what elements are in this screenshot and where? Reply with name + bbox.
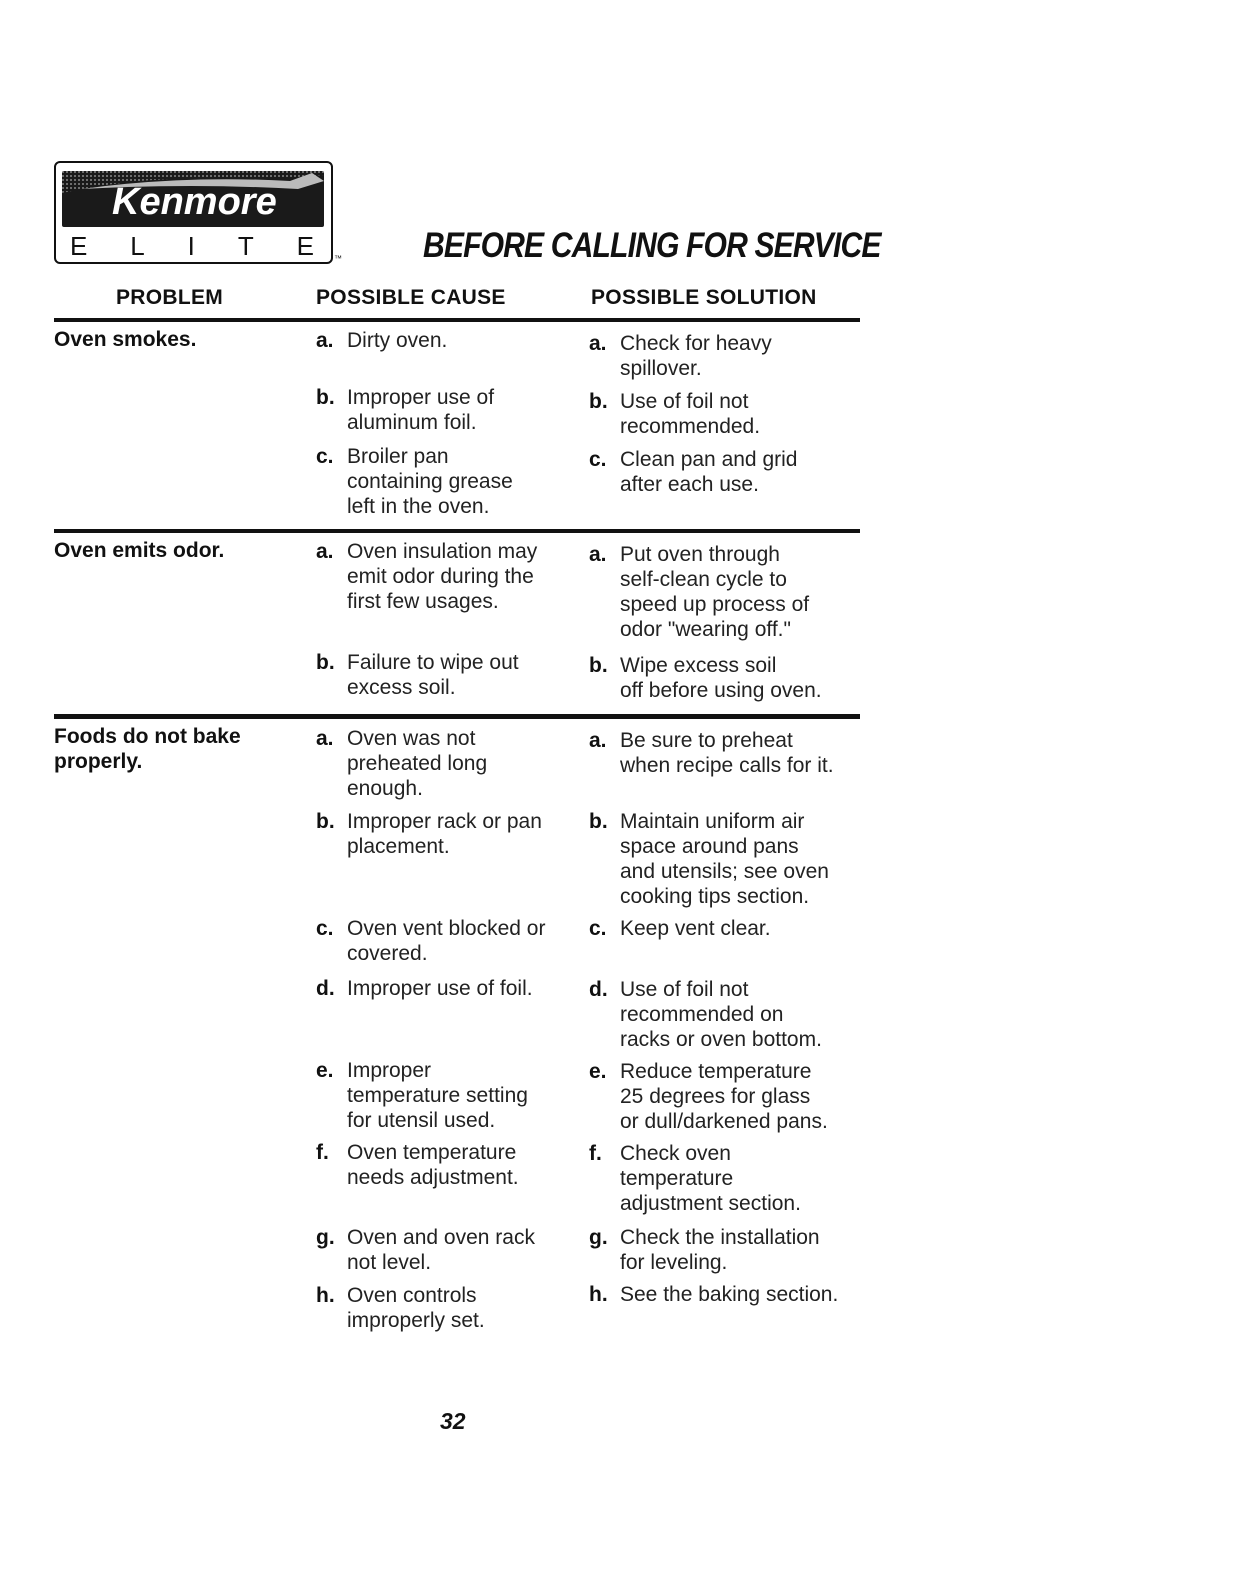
page-number: 32 [440,1408,466,1434]
item-letter: a. [316,727,334,750]
cause-item [316,1140,581,1190]
item-letter: a. [589,332,607,355]
item-letter: b. [316,386,335,409]
cause-item [316,328,581,353]
item-text: Dirty oven. [347,329,448,352]
cause-item [316,1225,581,1275]
item-text: Use of foil not recommended on racks or oven bottom. [620,978,822,1051]
item-letter: a. [589,729,607,752]
solution-item [589,1282,869,1307]
problem-label: Oven smokes. [54,328,197,351]
cause-item [316,539,581,614]
item-text: Improper use of foil. [347,977,533,1000]
cause-item [316,1058,581,1133]
item-letter: g. [316,1226,335,1249]
item-text: Maintain uniform air space around pans and utensils; see oven cooking tips section. [620,810,829,908]
divider [54,714,860,719]
item-text: Use of foil not recommended. [620,390,761,438]
item-letter: b. [589,390,608,413]
item-text: Improper rack or pan placement. [347,810,542,858]
item-text: Oven insulation may emit odor during the first few usages. [347,540,538,613]
item-letter: c. [316,445,334,468]
logo-letter: L [130,231,145,261]
logo-letter: E [296,231,314,261]
header-cause: POSSIBLE CAUSE [316,286,506,309]
item-text: Oven vent blocked or covered. [347,917,546,965]
item-letter: b. [316,651,335,674]
item-letter: e. [589,1060,607,1083]
logo-wordmark: Kenmore [112,181,277,223]
solution-item [589,809,869,909]
item-letter: a. [589,543,607,566]
solution-item [589,389,869,439]
item-text: Reduce temperature 25 degrees for glass or dull/darkened pans. [620,1060,828,1133]
item-letter: d. [589,978,608,1001]
item-text: Improper use of aluminum foil. [347,386,495,434]
item-letter: b. [589,654,608,677]
cause-item [316,809,581,859]
solution-item [589,728,869,778]
item-text: Wipe excess soil off before using oven. [620,654,822,702]
item-text: Broiler pan containing grease left in the oven. [347,445,513,518]
item-text: Oven controls improperly set. [347,1284,485,1332]
item-text: Oven was not preheated long enough. [347,727,488,800]
logo-letter: I [187,231,195,261]
cause-item [316,726,581,801]
item-text: Oven temperature needs adjustment. [347,1141,519,1189]
solution-item [589,653,869,703]
logo-band [62,171,324,227]
item-letter: g. [589,1226,608,1249]
header-solution: POSSIBLE SOLUTION [591,286,817,309]
divider [54,529,860,533]
item-letter: b. [316,810,335,833]
cause-item [316,385,581,435]
item-letter: f. [589,1142,602,1165]
item-text: Check for heavy spillover. [620,332,772,380]
item-text: Check oven temperature adjustment section. [620,1142,801,1215]
item-letter: c. [589,917,607,940]
solution-item [589,1059,869,1134]
item-text: Keep vent clear. [620,917,771,940]
item-letter: f. [316,1141,329,1164]
kenmore-elite-logo [54,161,333,264]
problem-label: Oven emits odor. [54,539,225,562]
item-text: Clean pan and grid after each use. [620,448,798,496]
item-letter: e. [316,1059,334,1082]
logo-letter: T [237,231,254,261]
item-letter: b. [589,810,608,833]
logo-elite-letters [62,233,324,259]
item-letter: h. [589,1283,608,1306]
item-text: See the baking section. [620,1283,839,1306]
cause-item [316,976,581,1001]
item-text: Oven and oven rack not level. [347,1226,535,1274]
solution-item [589,331,869,381]
page-title: BEFORE CALLING FOR SERVICE [423,226,881,265]
solution-item [589,916,869,941]
item-letter: c. [589,448,607,471]
item-letter: h. [316,1284,335,1307]
item-text: Put oven through self-clean cycle to speed up process of odor "wearing off." [620,543,810,641]
logo-letter: E [70,231,88,261]
solution-item [589,1141,869,1216]
solution-item [589,977,869,1052]
item-letter: d. [316,977,335,1000]
trademark-mark: ™ [334,254,342,263]
cause-item [316,1283,581,1333]
item-letter: c. [316,917,334,940]
item-letter: a. [316,329,334,352]
problem-label: Foods do not bake properly. [54,725,241,773]
item-text: Be sure to preheat when recipe calls for it. [620,729,834,777]
divider [54,318,860,322]
cause-item [316,444,581,519]
header-problem: PROBLEM [116,286,224,309]
item-text: Failure to wipe out excess soil. [347,651,519,699]
item-text: Check the installation for leveling. [620,1226,820,1274]
item-text: Improper temperature setting for utensil used. [347,1059,528,1132]
solution-item [589,542,869,642]
cause-item [316,650,581,700]
solution-item [589,447,869,497]
solution-item [589,1225,869,1275]
cause-item [316,916,581,966]
item-letter: a. [316,540,334,563]
